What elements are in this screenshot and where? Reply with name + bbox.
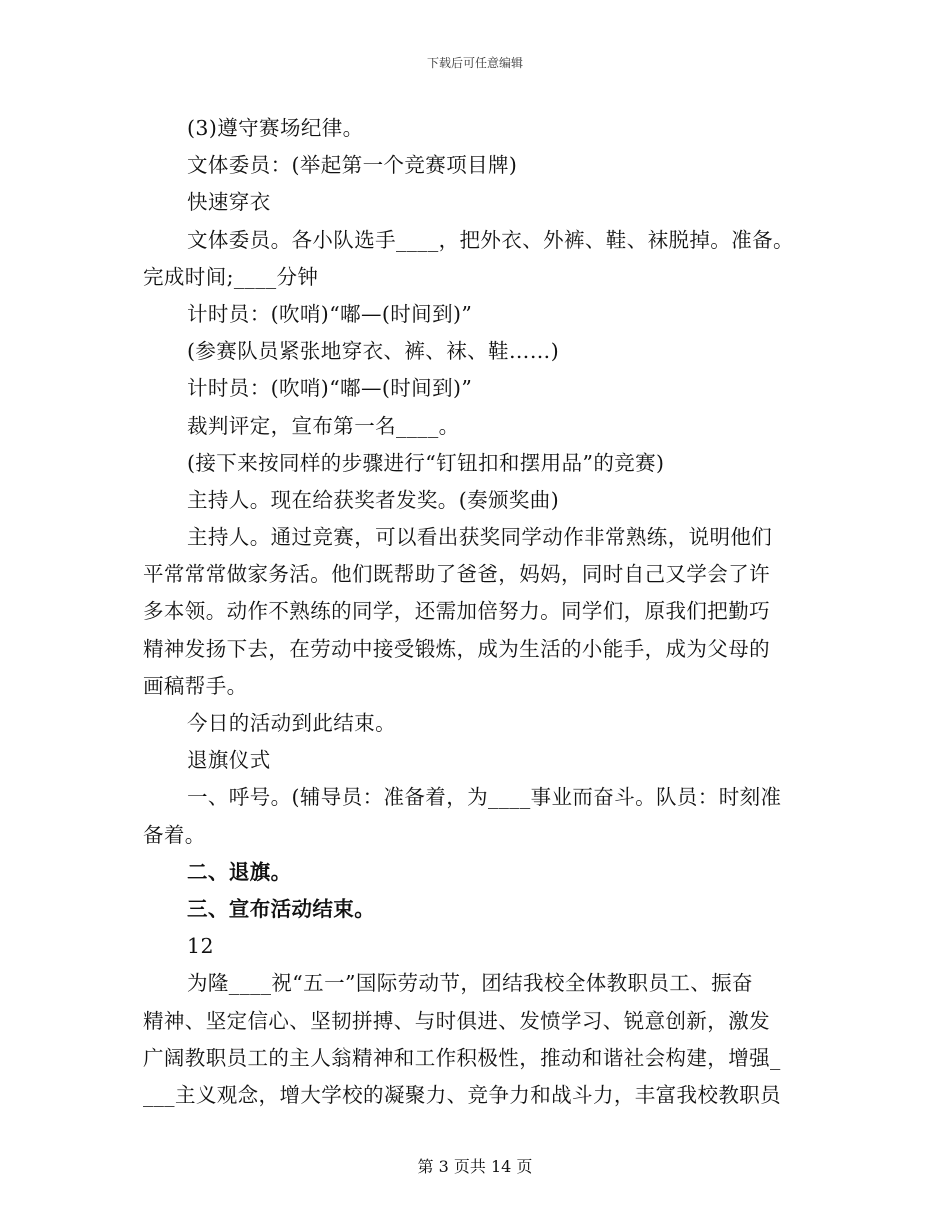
text-line: 快速穿衣 xyxy=(187,190,271,215)
text-line: 多本领。动作不熟练的同学，还需加倍努力。同学们，原我们把勤巧 xyxy=(143,599,770,624)
text-line: 文体委员：(举起第一个竞赛项目牌) xyxy=(187,153,518,178)
text-line: 计时员：(吹哨)“嘟—(时间到)” xyxy=(187,376,473,401)
text-line: 完成时间;____分钟 xyxy=(143,264,319,289)
section-heading-line: 二、退旗。 xyxy=(187,859,292,884)
page-header-note: 下载后可任意编辑 xyxy=(426,56,523,70)
text-line: 主持人。通过竞赛，可以看出获奖同学动作非常熟练，说明他们 xyxy=(187,525,773,550)
text-line: (参赛队员紧张地穿衣、裤、袜、鞋……) xyxy=(187,339,560,364)
text-line: ___主义观念，增大学校的凝聚力、竞争力和战斗力，丰富我校教职员 xyxy=(143,1082,782,1107)
text-line: 为隆____祝“五一”国际劳动节，团结我校全体教职员工、振奋 xyxy=(187,971,753,996)
document-body xyxy=(143,110,813,1114)
text-line: 精神发扬下去，在劳动中接受锻炼，成为生活的小能手，成为父母的 xyxy=(143,636,770,661)
text-line: 一、呼号。(辅导员：准备着，为____事业而奋斗。队员：时刻准 xyxy=(187,785,782,810)
text-line: 画稿帮手。 xyxy=(143,673,248,698)
text-line: 主持人。现在给获奖者发奖。(奏颁奖曲) xyxy=(187,487,560,512)
text-line: 文体委员。各小队选手____，把外衣、外裤、鞋、袜脱掉。准备。 xyxy=(187,227,794,252)
text-line: 退旗仪式 xyxy=(187,748,271,773)
text-line: 备着。 xyxy=(143,822,206,847)
text-line: 平常常常做家务活。他们既帮助了爸爸，妈妈，同时自己又学会了许 xyxy=(143,562,770,587)
text-line: 广阔教职员工的主人翁精神和工作积极性，推动和谐社会构建，增强_ xyxy=(143,1045,781,1070)
text-line: (接下来按同样的步骤进行“钉钮扣和摆用品”的竞赛) xyxy=(187,450,665,475)
text-line: 精神、坚定信心、坚韧拼搏、与时俱进、发愤学习、锐意创新，激发 xyxy=(143,1008,770,1033)
page-footer: 第 3 页共 14 页 xyxy=(417,1157,533,1176)
text-line: 计时员：(吹哨)“嘟—(时间到)” xyxy=(187,301,473,326)
text-line: 12 xyxy=(187,934,214,959)
section-heading-line: 三、宣布活动结束。 xyxy=(187,896,376,921)
text-line: 今日的活动到此结束。 xyxy=(187,711,396,735)
text-line: (3)遵守赛场纪律。 xyxy=(187,116,364,140)
text-line: 裁判评定，宣布第一名____。 xyxy=(187,413,460,438)
